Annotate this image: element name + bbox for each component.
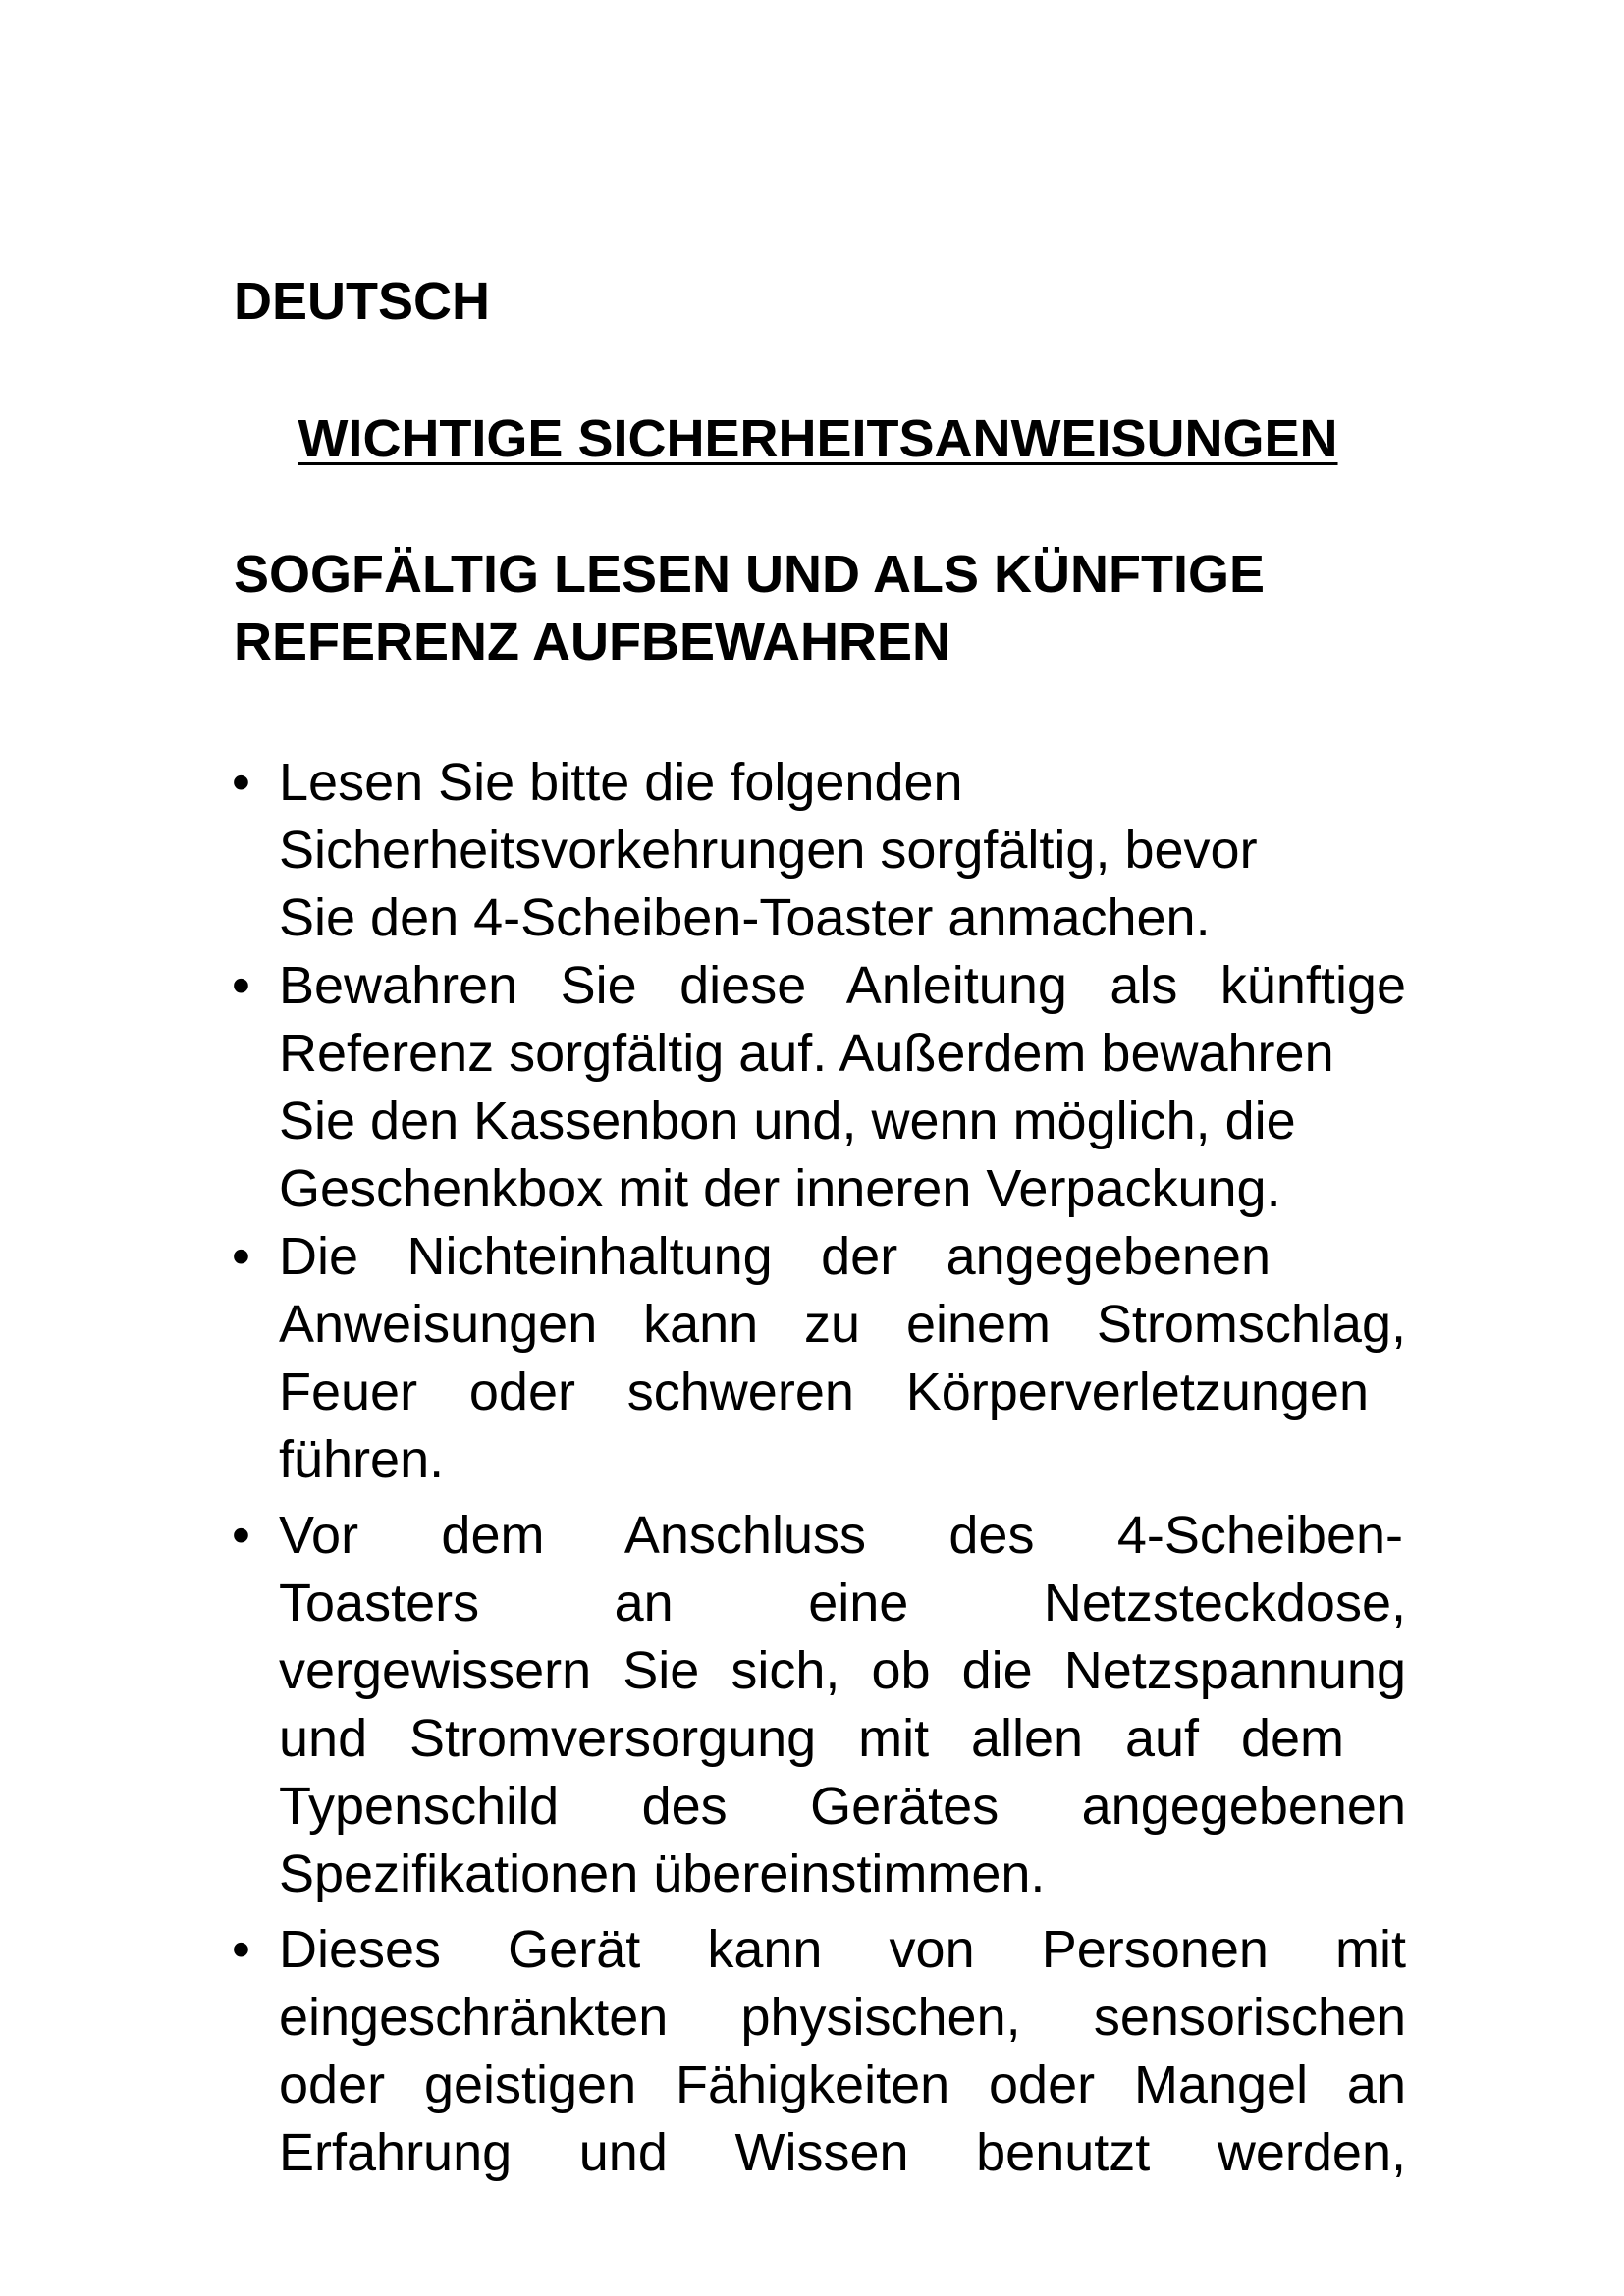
bullet-icon: • xyxy=(232,1227,250,1286)
list-item-line: Bewahren Sie diese Anleitung als künftige xyxy=(279,956,1406,1015)
list-item-line: Erfahrung und Wissen benutzt werden, xyxy=(279,2123,1406,2182)
sub-heading-line: REFERENZ AUFBEWAHREN xyxy=(234,613,951,671)
list-item-line: Toasters an eine Netzsteckdose, xyxy=(279,1574,1406,1632)
sub-heading xyxy=(234,541,1402,676)
bullet-icon: • xyxy=(232,1920,250,1979)
list-item-line: Sie den 4-Scheiben-Toaster anmachen. xyxy=(279,888,1211,947)
language-label: DEUTSCH xyxy=(234,272,491,331)
list-item-line: Referenz sorgfältig auf. Außerdem bewahren xyxy=(279,1024,1334,1083)
list-item-line: vergewissern Sie sich, ob die Netzspannung xyxy=(279,1641,1406,1700)
list-item-line: Lesen Sie bitte die folgenden xyxy=(279,753,963,812)
list-item-line: führen. xyxy=(279,1430,445,1489)
list-item-line: eingeschränkten physischen, sensorischen xyxy=(279,1988,1406,2047)
list-item-line: Sicherheitsvorkehrungen sorgfältig, bevor xyxy=(279,821,1258,880)
list-item xyxy=(232,952,1406,1223)
list-item-line: Feuer oder schweren Körperverletzungen xyxy=(279,1362,1369,1421)
sub-heading-line: SOGFÄLTIG LESEN UND ALS KÜNFTIGE xyxy=(234,545,1265,604)
list-item xyxy=(232,1502,1406,1908)
list-item-line: Die Nichteinhaltung der angegebenen xyxy=(279,1227,1271,1286)
main-heading: WICHTIGE SICHERHEITSANWEISUNGEN xyxy=(298,409,1338,468)
bullet-icon: • xyxy=(232,1506,250,1565)
list-item-line: Spezifikationen übereinstimmen. xyxy=(279,1844,1046,1903)
list-item-line: Geschenkbox mit der inneren Verpackung. xyxy=(279,1159,1281,1218)
safety-instructions-list xyxy=(232,749,1406,2187)
list-item xyxy=(232,1223,1406,1494)
list-item xyxy=(232,749,1406,952)
list-item-line: Dieses Gerät kann von Personen mit xyxy=(279,1920,1406,1979)
list-item-line: Sie den Kassenbon und, wenn möglich, die xyxy=(279,1092,1296,1150)
list-item-line: Typenschild des Gerätes angegebenen xyxy=(279,1777,1406,1836)
list-item-line: Anweisungen kann zu einem Stromschlag, xyxy=(279,1295,1406,1354)
list-item-line: oder geistigen Fähigkeiten oder Mangel an xyxy=(279,2056,1406,2114)
list-item-line: und Stromversorgung mit allen auf dem xyxy=(279,1709,1344,1768)
list-item-line: Vor dem Anschluss des 4-Scheiben- xyxy=(279,1506,1403,1565)
bullet-icon: • xyxy=(232,753,250,812)
bullet-icon: • xyxy=(232,956,250,1015)
list-item xyxy=(232,1916,1406,2187)
